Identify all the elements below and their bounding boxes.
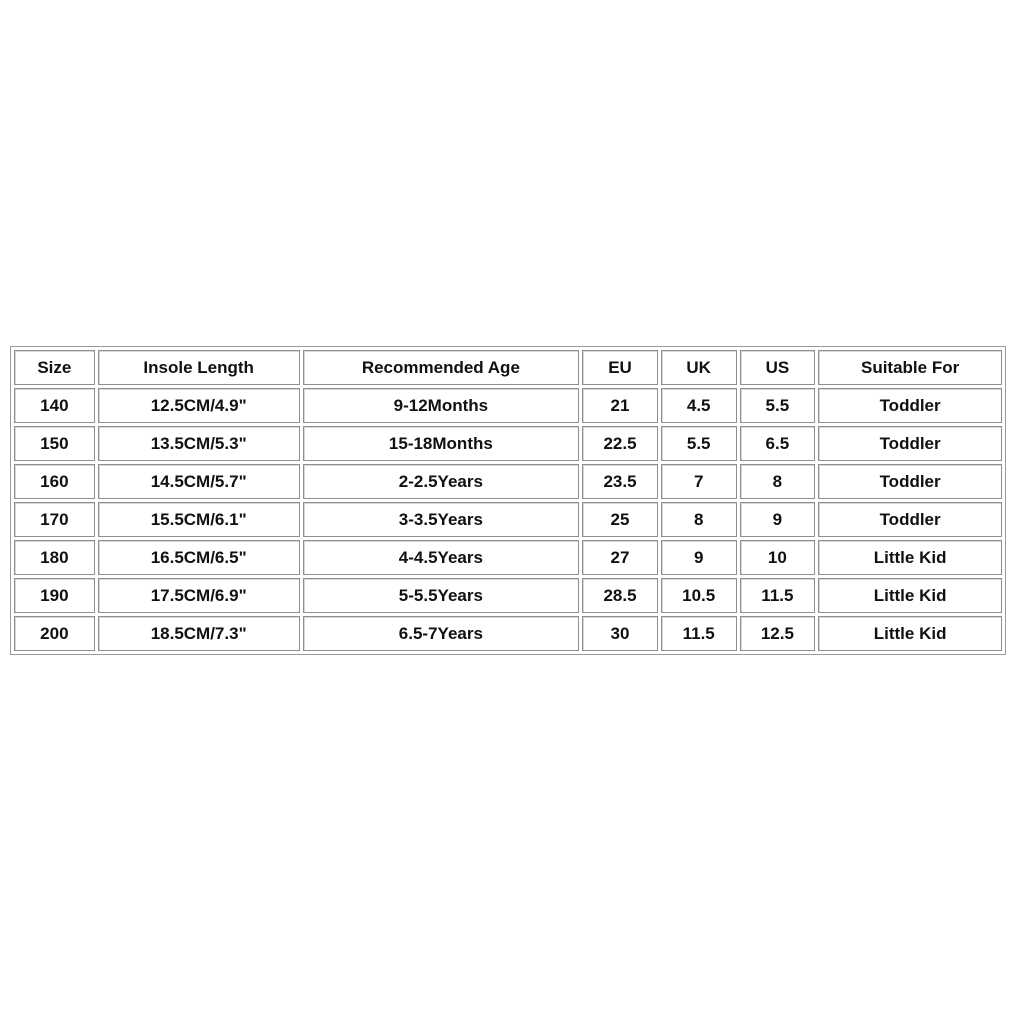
table-row [14, 540, 1002, 575]
cell-recommended-age: 15-18Months [303, 426, 580, 461]
cell-suitable-for: Toddler [818, 502, 1002, 537]
header-us: US [740, 350, 816, 385]
table-header-row [14, 350, 1002, 385]
cell-us: 11.5 [740, 578, 816, 613]
cell-us: 8 [740, 464, 816, 499]
cell-us: 10 [740, 540, 816, 575]
cell-recommended-age: 4-4.5Years [303, 540, 580, 575]
cell-size: 170 [14, 502, 95, 537]
cell-us: 6.5 [740, 426, 816, 461]
header-recommended-age: Recommended Age [303, 350, 580, 385]
cell-recommended-age: 9-12Months [303, 388, 580, 423]
cell-size: 190 [14, 578, 95, 613]
cell-uk: 5.5 [661, 426, 737, 461]
size-chart-table [10, 346, 1006, 655]
cell-eu: 21 [582, 388, 658, 423]
cell-suitable-for: Little Kid [818, 540, 1002, 575]
cell-suitable-for: Little Kid [818, 578, 1002, 613]
cell-size: 200 [14, 616, 95, 651]
cell-uk: 10.5 [661, 578, 737, 613]
cell-eu: 30 [582, 616, 658, 651]
cell-insole-length: 14.5CM/5.7" [98, 464, 300, 499]
table-row [14, 464, 1002, 499]
cell-size: 150 [14, 426, 95, 461]
table-row [14, 578, 1002, 613]
cell-us: 5.5 [740, 388, 816, 423]
cell-uk: 4.5 [661, 388, 737, 423]
table-row [14, 616, 1002, 651]
cell-eu: 22.5 [582, 426, 658, 461]
table-row [14, 502, 1002, 537]
cell-uk: 7 [661, 464, 737, 499]
cell-size: 140 [14, 388, 95, 423]
cell-us: 9 [740, 502, 816, 537]
cell-size: 160 [14, 464, 95, 499]
cell-insole-length: 13.5CM/5.3" [98, 426, 300, 461]
cell-insole-length: 16.5CM/6.5" [98, 540, 300, 575]
cell-uk: 8 [661, 502, 737, 537]
header-size: Size [14, 350, 95, 385]
cell-suitable-for: Toddler [818, 388, 1002, 423]
table-row [14, 388, 1002, 423]
table-row [14, 426, 1002, 461]
cell-size: 180 [14, 540, 95, 575]
header-insole-length: Insole Length [98, 350, 300, 385]
cell-us: 12.5 [740, 616, 816, 651]
cell-uk: 9 [661, 540, 737, 575]
cell-suitable-for: Toddler [818, 426, 1002, 461]
cell-eu: 28.5 [582, 578, 658, 613]
cell-eu: 23.5 [582, 464, 658, 499]
cell-eu: 27 [582, 540, 658, 575]
cell-suitable-for: Little Kid [818, 616, 1002, 651]
cell-insole-length: 17.5CM/6.9" [98, 578, 300, 613]
cell-recommended-age: 5-5.5Years [303, 578, 580, 613]
cell-insole-length: 18.5CM/7.3" [98, 616, 300, 651]
header-suitable-for: Suitable For [818, 350, 1002, 385]
cell-suitable-for: Toddler [818, 464, 1002, 499]
cell-insole-length: 12.5CM/4.9" [98, 388, 300, 423]
header-uk: UK [661, 350, 737, 385]
cell-recommended-age: 2-2.5Years [303, 464, 580, 499]
cell-uk: 11.5 [661, 616, 737, 651]
cell-recommended-age: 3-3.5Years [303, 502, 580, 537]
cell-insole-length: 15.5CM/6.1" [98, 502, 300, 537]
header-eu: EU [582, 350, 658, 385]
cell-recommended-age: 6.5-7Years [303, 616, 580, 651]
cell-eu: 25 [582, 502, 658, 537]
